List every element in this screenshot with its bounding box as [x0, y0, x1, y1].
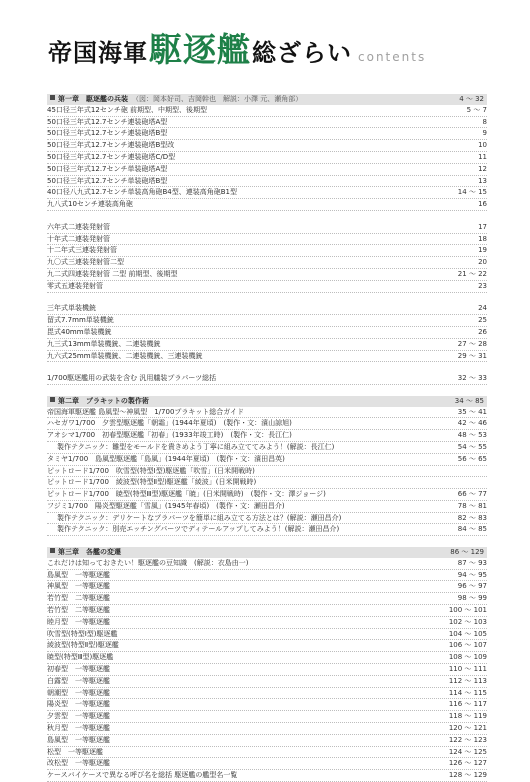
toc-entry[interactable]	[47, 140, 487, 152]
entry-label: 十年式二連装発射管	[47, 234, 110, 243]
toc-entry[interactable]	[47, 652, 487, 664]
entry-label: 50口径三年式12.7センチ連装砲塔A型	[47, 117, 168, 126]
page-range: 20	[478, 258, 487, 267]
page-range: 27 ～ 28	[457, 339, 487, 348]
page-range: 19	[478, 246, 487, 255]
toc-entry[interactable]	[47, 117, 487, 129]
entry-label: 暁型(特型Ⅲ型)駆逐艦	[47, 653, 114, 662]
toc-entry[interactable]	[47, 234, 487, 246]
toc-entry[interactable]	[47, 199, 487, 211]
toc-subentry[interactable]	[47, 513, 487, 525]
chapter-label	[50, 94, 302, 105]
page-range: 42 ～ 46	[457, 419, 487, 428]
page-range: 114 ～ 115	[448, 688, 487, 697]
entry-label: タミヤ1/700 島風型駆逐艦「島風」(1944年夏頃) (製作・文：濱田昌英)	[47, 454, 285, 463]
toc-entry[interactable]	[47, 351, 487, 363]
entry-label: 50口径三年式12.7センチ連装砲塔B型	[47, 129, 168, 138]
entry-label: ピットロード1/700 綾波型(特型Ⅱ型)駆逐艦「綾波」(日米開戦時)	[47, 478, 257, 487]
page-range: 16	[478, 200, 487, 209]
entry-label: 九〇式三連装発射管二型	[47, 258, 124, 267]
entry-label: 45口径三年式12センチ砲 前期型、中期型、後期型	[47, 105, 208, 114]
entry-label: 九八式10センチ連装高角砲	[47, 200, 133, 209]
toc-entry[interactable]	[47, 664, 487, 676]
page-range: 120 ～ 121	[448, 724, 487, 733]
page-range: 11	[478, 152, 487, 161]
chapter-label	[50, 396, 149, 407]
entry-label: 睦月型 一等駆逐艦	[47, 617, 110, 626]
toc-entry[interactable]	[47, 152, 487, 164]
toc-entry[interactable]	[47, 735, 487, 747]
entry-label: 綾波型(特型Ⅱ型)駆逐艦	[47, 641, 119, 650]
entry-label: 朝潮型 一等駆逐艦	[47, 688, 110, 697]
page-range: 100 ～ 101	[448, 606, 487, 615]
toc-spacer	[47, 211, 487, 222]
entry-label: 九三式13mm単装機銃、二連装機銃	[47, 339, 161, 348]
entry-label: 零式五連装発射管	[47, 281, 103, 290]
page-range: 25	[478, 316, 487, 325]
entry-label: 九六式25mm単装機銃、二連装機銃、三連装機銃	[47, 351, 203, 360]
toc-spacer	[47, 385, 487, 396]
toc-entry[interactable]	[47, 269, 487, 281]
page-range: 35 ～ 41	[457, 407, 487, 416]
entry-label: 陽炎型 一等駆逐艦	[47, 700, 110, 709]
entry-label: 若竹型 二等駆逐艦	[47, 606, 110, 615]
page-range: 34 ～ 85	[454, 396, 484, 405]
page-range: 21 ～ 22	[457, 269, 487, 278]
table-of-contents	[47, 94, 487, 782]
entry-label: 製作テクニック：雛型をモールドを貴きめよう丁寧に組み立ててみよう！(解説：長江仁)	[57, 442, 335, 451]
toc-entry[interactable]	[47, 581, 487, 593]
entry-label: 留式7.7mm単装機銃	[47, 316, 114, 325]
page-range: 12	[478, 164, 487, 173]
toc-entry[interactable]	[47, 105, 487, 117]
page-range: 29 ～ 31	[457, 351, 487, 360]
page-range: 13	[478, 176, 487, 185]
toc-entry[interactable]	[47, 758, 487, 770]
entry-label: ケースバイケースで異なる呼び名を総括 駆逐艦の艦型名一覧	[47, 771, 238, 780]
page-range: 106 ～ 107	[448, 641, 487, 650]
entry-label: 島風型 一等駆逐艦	[47, 570, 110, 579]
toc-entry[interactable]	[47, 187, 487, 199]
entry-label: 松型 一等駆逐艦	[47, 747, 103, 756]
page-range: 8	[482, 117, 487, 126]
toc-entry[interactable]	[47, 570, 487, 582]
page-range: 5 ～ 7	[466, 105, 487, 114]
page-range: 56 ～ 65	[457, 454, 487, 463]
chapter-heading[interactable]	[47, 547, 487, 558]
title-prefix: 帝国海軍	[48, 38, 148, 67]
page-range: 96 ～ 97	[457, 582, 487, 591]
entry-label: 製作テクニック：デリケートなプラパーツを簡単に組み立てる方法とは？(解説：瀬田昌介)	[57, 513, 342, 522]
toc-entry[interactable]	[47, 303, 487, 315]
page-range: 78 ～ 81	[457, 501, 487, 510]
entry-label: 50口径三年式12.7センチ単装砲塔B型	[47, 176, 168, 185]
entry-label: 初春型 一等駆逐艦	[47, 665, 110, 674]
toc-entry[interactable]	[47, 418, 487, 430]
toc-entry[interactable]	[47, 176, 487, 188]
page-range: 24	[478, 304, 487, 313]
toc-entry[interactable]	[47, 466, 487, 478]
page-range: 110 ～ 111	[448, 665, 487, 674]
entry-label: 夕雲型 一等駆逐艦	[47, 712, 110, 721]
page-range: 128 ～ 129	[448, 771, 487, 780]
page-range: 4 ～ 32	[459, 95, 484, 103]
page-range: 87 ～ 93	[457, 558, 487, 567]
toc-entry[interactable]	[47, 770, 487, 782]
page-range: 14 ～ 15	[457, 188, 487, 197]
entry-label: 白露型 一等駆逐艦	[47, 676, 110, 685]
entry-label: 神風型 一等駆逐艦	[47, 582, 110, 591]
chapter-heading[interactable]	[47, 94, 487, 105]
entry-label: 1/700駆逐艦用の武装を含む 汎用艤装プラパーツ総括	[47, 374, 217, 383]
title-suffix: 総ざらい	[252, 38, 352, 67]
toc-entry[interactable]	[47, 723, 487, 735]
page-range: 9	[482, 129, 487, 138]
entry-label: 改松型 一等駆逐艦	[47, 759, 110, 768]
toc-entry[interactable]	[47, 699, 487, 711]
square-bullet-icon	[50, 95, 55, 100]
entry-label: アオシマ1/700 初春型駆逐艦「初春」(1933年竣工時) (製作・文：長江仁)	[47, 431, 292, 440]
toc-entry[interactable]	[47, 477, 487, 489]
toc-entry[interactable]	[47, 407, 487, 419]
toc-spacer	[47, 362, 487, 373]
toc-entry[interactable]	[47, 454, 487, 466]
page-range: 17	[478, 222, 487, 231]
toc-entry[interactable]	[47, 629, 487, 641]
page-range: 86 ～ 129	[450, 548, 484, 557]
toc-entry[interactable]	[47, 676, 487, 688]
entry-label: 50口径三年式12.7センチ単装砲塔A型	[47, 164, 168, 173]
page-range: 18	[478, 234, 487, 243]
toc-entry[interactable]	[47, 164, 487, 176]
toc-entry[interactable]	[47, 245, 487, 257]
page-range: 94 ～ 95	[457, 570, 487, 579]
toc-entry[interactable]	[47, 373, 487, 385]
entry-label: 秋月型 一等駆逐艦	[47, 724, 110, 733]
toc-entry[interactable]	[47, 281, 487, 293]
entry-label: 十二年式三連装発射管	[47, 246, 117, 255]
toc-entry[interactable]	[47, 605, 487, 617]
page-range: 48 ～ 53	[457, 431, 487, 440]
page-range: 23	[478, 281, 487, 290]
toc-entry[interactable]	[47, 257, 487, 269]
entry-label: 九二式四連装発射管 二型 前期型、後期型	[47, 269, 178, 278]
page-range: 66 ～ 77	[457, 490, 487, 499]
toc-spacer	[47, 293, 487, 304]
toc-entry[interactable]	[47, 339, 487, 351]
page-range: 104 ～ 105	[448, 629, 487, 638]
page-range: 82 ～ 83	[457, 513, 487, 522]
page-range: 116 ～ 117	[448, 700, 487, 709]
toc-subentry[interactable]	[47, 524, 487, 536]
page-range: 102 ～ 103	[448, 617, 487, 626]
entry-label: フジミ1/700 陽炎型駆逐艦「雪風」(1945年春頃) (製作・文：瀬田昌介)	[47, 501, 285, 510]
page-range: 10	[478, 141, 487, 150]
toc-entry[interactable]	[47, 558, 487, 570]
entry-label: 六年式二連装発射管	[47, 222, 110, 231]
entry-label: ピットロード1/700 暁型(特型Ⅲ型)駆逐艦「暁」(日米開戦時) (製作・文：澤ジョージ)	[47, 490, 326, 499]
chapter-heading[interactable]	[47, 396, 487, 407]
toc-entry[interactable]	[47, 430, 487, 442]
chapter-title: 第三章 各艦の変遷	[58, 548, 121, 557]
page-range: 98 ～ 99	[457, 594, 487, 603]
toc-entry[interactable]	[47, 128, 487, 140]
entry-label: 若竹型 二等駆逐艦	[47, 594, 110, 603]
entry-label: 製作テクニック：別売エッチングパーツでディテールアップしてみよう！(解説：瀬田昌介)	[57, 525, 340, 534]
toc-entry[interactable]	[47, 327, 487, 339]
page-title	[48, 24, 426, 74]
page-range: 124 ～ 125	[448, 747, 487, 756]
toc-entry[interactable]	[47, 711, 487, 723]
entry-label: 島風型 一等駆逐艦	[47, 735, 110, 744]
square-bullet-icon	[50, 397, 55, 402]
toc-entry[interactable]	[47, 489, 487, 501]
entry-label: 50口径三年式12.7センチ連装砲塔B型改	[47, 141, 175, 150]
title-emphasis: 駆逐艦	[149, 30, 251, 69]
entry-label: 40口径八九式12.7センチ単装高角砲B4型、連装高角砲B1型	[47, 188, 238, 197]
entry-label: 50口径三年式12.7センチ連装砲塔C/D型	[47, 152, 176, 161]
page-range: 26	[478, 327, 487, 336]
page-range: 126 ～ 127	[448, 759, 487, 768]
toc-entry[interactable]	[47, 640, 487, 652]
page-range: 54 ～ 55	[457, 442, 487, 451]
entry-label: ハセガワ1/700 夕雲型駆逐艦「朝霜」(1944年夏頃) (製作・文：濱山諒旭)	[47, 419, 292, 428]
title-english: contents	[358, 50, 427, 64]
page-range: 118 ～ 119	[448, 712, 487, 721]
entry-label: 帝国海軍駆逐艦 島風型～神風型 1/700プラキット総合ガイド	[47, 407, 245, 416]
toc-entry[interactable]	[47, 688, 487, 700]
toc-entry[interactable]	[47, 747, 487, 759]
page-range: 108 ～ 109	[448, 653, 487, 662]
chapter-title: 第一章 駆逐艦の兵装	[58, 95, 128, 103]
toc-entry[interactable]	[47, 617, 487, 629]
page-range: 122 ～ 123	[448, 735, 487, 744]
entry-label: 吹雪型(特型Ⅰ型)駆逐艦	[47, 629, 118, 638]
entry-label: ピットロード1/700 吹雪型(特型Ⅰ型)駆逐艦「吹雪」(日米開戦時)	[47, 466, 255, 475]
toc-entry[interactable]	[47, 222, 487, 234]
entry-label: これだけは知っておきたい！駆逐艦の豆知識 (解説：衣島由一)	[47, 558, 249, 567]
page-range: 84 ～ 85	[457, 525, 487, 534]
entry-label: 三年式単装機銃	[47, 304, 96, 313]
toc-entry[interactable]	[47, 593, 487, 605]
chapter-title: 第二章 プラキットの製作術	[58, 396, 149, 405]
toc-subentry[interactable]	[47, 442, 487, 454]
toc-entry[interactable]	[47, 501, 487, 513]
toc-spacer	[47, 536, 487, 547]
page-range: 112 ～ 113	[448, 676, 487, 685]
toc-entry[interactable]	[47, 315, 487, 327]
chapter-credit: （図：岡本好司、吉岡幹也 解説：小澤 元、瀬角部）	[132, 95, 303, 103]
square-bullet-icon	[50, 548, 55, 553]
entry-label: 毘式40mm単装機銃	[47, 327, 112, 336]
page-range: 32 ～ 33	[457, 374, 487, 383]
chapter-label	[50, 547, 121, 558]
